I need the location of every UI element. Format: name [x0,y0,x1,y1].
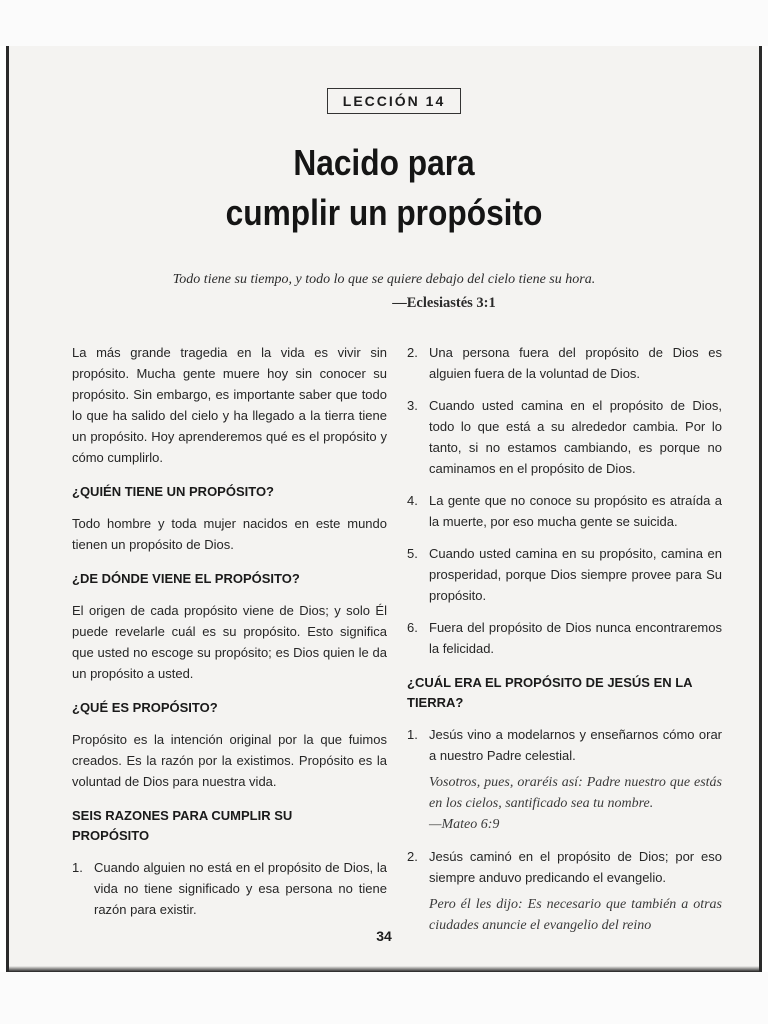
list-text: Cuando usted camina en el propósito de Dios, todo lo que está a su alrededor cambia. Por lo tanto, si no estamos cambiando, es porque no caminamos en el propósito de Dios. [429,398,722,476]
page-title [54,138,714,238]
left-column [72,342,387,920]
list-text: Cuando usted camina en su propósito, camina en prosperidad, porque Dios siempre provee para Su propósito. [429,546,722,603]
scripture-quote: Vosotros, pues, oraréis así: Padre nuestro que estás en los cielos, santificado sea tu nombre. [429,775,722,811]
list-item [407,490,722,532]
list-number: 1. [72,860,83,875]
list-item [407,395,722,479]
list-item [407,342,722,384]
section-heading-where: ¿DE DÓNDE VIENE EL PROPÓSITO? [72,571,300,586]
list-text: Jesús caminó en el propósito de Dios; por eso siempre anduvo predicando el evangelio. [429,849,722,885]
paragraph-what: Propósito es la intención original por la que fuimos creados. Es la razón por la existimos. Propósito es la voluntad de Dios para nuestra vida. [72,732,387,789]
section-heading-jesus-purpose: ¿CUÁL ERA EL PROPÓSITO DE JESÚS EN LA TIERRA? [407,675,693,710]
list-number: 2. [407,345,418,360]
list-number: 5. [407,546,418,561]
list-number: 4. [407,493,418,508]
list-number: 1. [407,727,418,742]
intro-paragraph: La más grande tragedia en la vida es vivir sin propósito. Mucha gente muere hoy sin conocer su propósito. Sin embargo, es importante saber que todo lo que ha salido del cielo y ha llegado a la tierra tiene un propósito. Hoy aprenderemos qué es el propósito y cómo cumplirlo. [72,345,387,465]
section-heading-six-reasons [72,806,387,846]
paragraph-where: El origen de cada propósito viene de Dios; y solo Él puede revelarle cuál es su propósito. Esto significa que usted no escoge su propósito; es Dios quien le da un propósito a usted. [72,603,387,681]
scripture-quote: Pero él les dijo: Es necesario que también a otras ciudades anuncie el evangelio del reino [429,897,722,933]
right-column [407,342,722,936]
list-text: La gente que no conoce su propósito es atraída a la muerte, por eso mucha gente se suicida. [429,493,722,529]
list-item [407,724,722,766]
list-number: 6. [407,620,418,635]
title-line-1: Nacido para [293,142,475,183]
section-heading-what: ¿QUÉ ES PROPÓSITO? [72,700,218,715]
page-number: 34 [376,928,392,944]
scan-margin-top [0,0,768,46]
list-text: Jesús vino a modelarnos y enseñarnos cómo orar a nuestro Padre celestial. [429,727,722,763]
section-heading-who: ¿QUIÉN TIENE UN PROPÓSITO? [72,484,275,499]
list-item [407,617,722,659]
list-number: 2. [407,849,418,864]
list-item [72,857,387,920]
list-text: Fuera del propósito de Dios nunca encontraremos la felicidad. [429,620,722,656]
list-number: 3. [407,398,418,413]
list-item [407,543,722,606]
list-item [407,846,722,888]
lesson-label: LECCIÓN 14 [327,88,461,114]
paragraph-who: Todo hombre y toda mujer nacidos en este mundo tienen un propósito de Dios. [72,516,387,552]
book-page [6,46,762,972]
list-text: Cuando alguien no está en el propósito de Dios, la vida no tiene significado y esa persona no tiene razón para existir. [94,860,387,917]
scripture-reference: —Mateo 6:9 [429,817,500,832]
epigraph-reference: —Eclesiastés 3:1 [392,295,496,311]
scan-margin-bottom [0,972,768,1024]
heading-line-2: PROPÓSITO [72,828,150,843]
list-text: Una persona fuera del propósito de Dios es alguien fuera de la voluntad de Dios. [429,345,722,381]
title-line-2: cumplir un propósito [225,192,543,233]
heading-line-1: SEIS RAZONES PARA CUMPLIR SU [72,808,293,823]
epigraph-quote: Todo tiene su tiempo, y todo lo que se quiere debajo del cielo tiene su hora. [172,272,596,287]
